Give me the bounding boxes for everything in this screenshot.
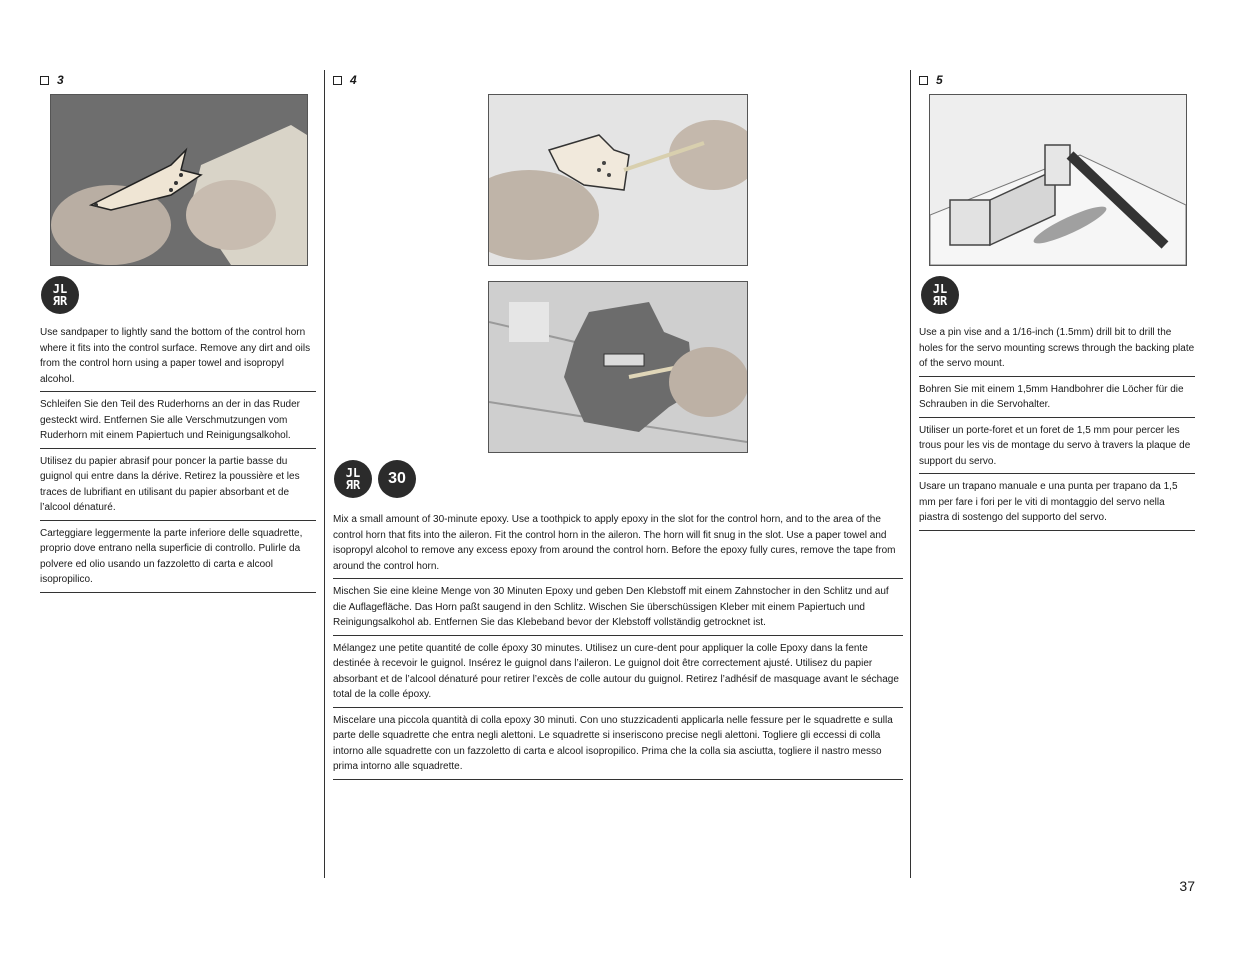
step-4-instructions	[333, 512, 903, 780]
instruction-french: Utiliser un porte-foret et un foret de 1,5 mm pour percer les trous pour les vis de montage du servo à travers la plaque de support du servo.	[919, 418, 1195, 475]
instruction-german: Schleifen Sie den Teil des Ruderhorns an der in das Ruder gesteckt wird. Entfernen Sie alle Verschmutzungen vom Ruderhorn mit einem Papiertuch und Reinigungsalkohol.	[40, 392, 316, 449]
instruction-english: Mix a small amount of 30-minute epoxy. Use a toothpick to apply epoxy in the slot for the control horn, and to the area of the control horn that fits into the aileron. Fit the control horn in the aileron. The horn will fit snug in the slot. Use a paper towel and isopropyl alcohol to remove any excess epoxy from around the control horn. Before the epoxy fully cures, remove the tape from around the control horn.	[333, 512, 903, 579]
left-right-hands-icon: JL ЯR	[921, 276, 959, 314]
step-number: 5	[936, 73, 943, 87]
step-number: 3	[57, 73, 64, 87]
step-4-photo-1	[488, 94, 748, 266]
servo-mount-drilling-image	[930, 95, 1186, 265]
page-number: 37	[1179, 878, 1195, 894]
step-5-photo	[929, 94, 1187, 266]
checkbox-icon[interactable]	[919, 76, 928, 85]
instruction-english: Use sandpaper to lightly sand the bottom of the control horn where it fits into the control surface. Remove any dirt and oils from the control horn using a paper towel and isopropyl alcohol.	[40, 325, 316, 392]
step-4-header	[333, 70, 903, 90]
instruction-italian: Usare un trapano manuale e una punta per trapano da 1,5 mm per fare i fori per le viti di montaggio del servo nella piastra di sostengo del supporto del servo.	[919, 474, 1195, 531]
instruction-german: Bohren Sie mit einem 1,5mm Handbohrer die Löcher für die Schrauben in die Servohalter.	[919, 377, 1195, 418]
masked-aileron-slot-image	[489, 282, 747, 452]
instruction-german: Mischen Sie eine kleine Menge von 30 Minuten Epoxy und geben Den Klebstoff mit einem Zahnstocher in den Schlitz und auf die Auflagefläche. Das Horn paßt saugend in den Schlitz. Wischen Sie überschüssigen Kleber mit einem Papiertuch und Reinigungsalkohol ab. Entfernen Sie das Klebeband bevor der Klebstoff vollständig getrocknet ist.	[333, 579, 903, 636]
step-4-column	[333, 70, 903, 90]
step-3-column	[40, 70, 316, 90]
epoxy-on-horn-image	[489, 95, 747, 265]
step-4-photo-2	[488, 281, 748, 453]
left-right-hands-icon: JL ЯR	[334, 460, 372, 498]
instruction-english: Use a pin vise and a 1/16-inch (1.5mm) drill bit to drill the holes for the servo mounting screws through the backing plate of the servo mount.	[919, 325, 1195, 377]
cure-time-badge: 30	[378, 460, 416, 498]
step-3-photo	[50, 94, 308, 266]
sanding-control-horn-image	[51, 95, 307, 265]
step-5-header	[919, 70, 1195, 90]
column-divider	[910, 70, 911, 878]
instruction-french: Utilisez du papier abrasif pour poncer la partie basse du guignol qui entre dans la dérive. Retirez la poussière et les traces de lubrifiant en utilisant du papier absorbant et de l’alcool dénaturé.	[40, 449, 316, 521]
instruction-italian: Carteggiare leggermente la parte inferiore delle squadrette, proprio dove entrano nella superficie di controllo. Pulirle da polvere ed olio usando un fazzoletto di carta e alcool isopropilico.	[40, 521, 316, 593]
step-number: 4	[350, 73, 357, 87]
instruction-french: Mélangez une petite quantité de colle époxy 30 minutes. Utilisez un cure-dent pour appliquer la colle Epoxy dans la fente destinée à recevoir le guignol. Insérez le guignol dans l’aileron. Le guignol doit être correctement ajusté. Utilisez du papier absorbant et de l’alcool dénaturé pour retirer l’excès de colle autour du guignol. Retirez l’adhésif de masquage avant le séchage total de la colle époxy.	[333, 636, 903, 708]
column-divider	[324, 70, 325, 878]
instruction-italian: Miscelare una piccola quantità di colla epoxy 30 minuti. Con uno stuzzicadenti applicarla nelle fessure per le squadrette e sulla parte delle squadrette che entra negli alettoni. Le squadrette si inseriscono precise negli alettoni. Togliere gli eccessi di colla intorno alle squadrette con un fazzoletto di carta e alcool isopropilico. Prima che la colla sia asciutta, togliere il nastro messo prima intorno alle squadrette.	[333, 708, 903, 780]
checkbox-icon[interactable]	[333, 76, 342, 85]
step-3-instructions	[40, 325, 316, 593]
step-3-header	[40, 70, 316, 90]
left-right-hands-icon: JL ЯR	[41, 276, 79, 314]
checkbox-icon[interactable]	[40, 76, 49, 85]
step-5-instructions	[919, 325, 1195, 531]
step-5-column	[919, 70, 1195, 90]
